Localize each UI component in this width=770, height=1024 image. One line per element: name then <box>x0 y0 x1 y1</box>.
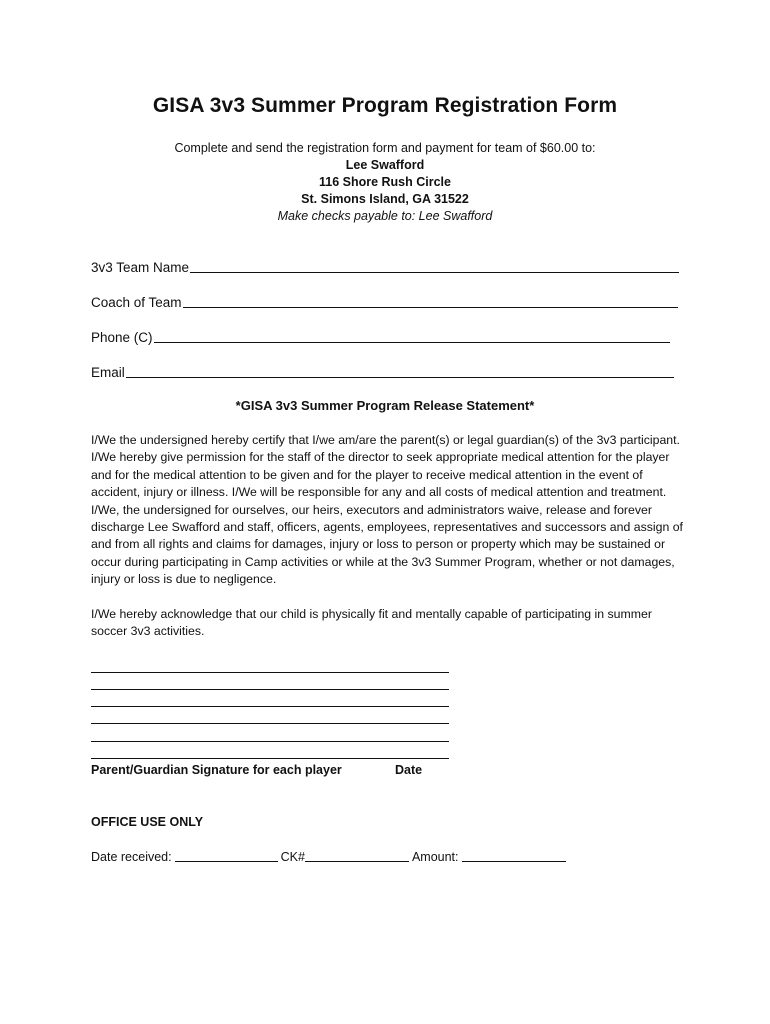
release-paragraph: I/We the undersigned hereby certify that I/we am/are the parent(s) or legal guardian(s) of the 3v3 participant. I/We hereby give permission for the staff of the director to seek appropriate medical attention for the player and for the medical attention to be given and for the player to receive medical attention in the event of accident, injury or illness. I/We will be responsible for any and all costs of medical attention and treatment. I/We, the undersigned for ourselves, our heirs, executors and administrators waive, release and forever discharge Lee Swafford and staff, officers, agents, employees, representatives and successors and assign of and from all rights and claims for damages, injury or loss to person or property which may be sustained or occur during participating in Camp activities or while at the 3v3 Summer Program, whether or not damages, injury or loss is due to negligence. <box>91 433 683 587</box>
check-number-line[interactable] <box>305 849 409 862</box>
email-line[interactable] <box>126 364 674 378</box>
checks-payable-note: Make checks payable to: Lee Swafford <box>277 209 493 223</box>
signature-line[interactable] <box>91 706 449 707</box>
phone-line[interactable] <box>154 329 670 343</box>
signature-line[interactable] <box>91 741 449 742</box>
coach-line[interactable] <box>183 294 678 308</box>
date-received-line[interactable] <box>175 849 278 862</box>
form-title: GISA 3v3 Summer Program Registration Form <box>152 94 618 117</box>
signature-line[interactable] <box>91 672 449 673</box>
amount-line[interactable] <box>462 849 566 862</box>
release-statement-title: *GISA 3v3 Summer Program Release Statement* <box>235 398 535 413</box>
team-name-field[interactable] <box>91 259 679 275</box>
signature-line[interactable] <box>91 758 449 759</box>
address-city: St. Simons Island, GA 31522 <box>301 192 469 206</box>
check-number-label: CK# <box>280 850 305 864</box>
amount-label: Amount: <box>411 850 459 864</box>
team-name-label: 3v3 Team Name <box>91 260 190 275</box>
address-street: 116 Shore Rush Circle <box>318 175 451 189</box>
signature-line[interactable] <box>91 723 449 724</box>
date-received-label: Date received: <box>91 850 172 864</box>
fitness-acknowledgement: I/We hereby acknowledge that our child is physically fit and mentally capable of participating in summer soccer 3v3 activities. <box>91 607 652 639</box>
office-use-row <box>91 849 569 864</box>
email-field[interactable] <box>91 364 674 380</box>
email-label: Email <box>91 365 125 380</box>
office-use-heading: OFFICE USE ONLY <box>91 815 204 829</box>
recipient-name: Lee Swafford <box>345 158 425 172</box>
payment-instructions: Complete and send the registration form and payment for team of $60.00 to: <box>174 141 596 155</box>
coach-field[interactable] <box>91 294 678 310</box>
phone-label: Phone (C) <box>91 330 153 345</box>
date-label: Date <box>395 763 423 777</box>
team-name-line[interactable] <box>190 259 679 273</box>
coach-label: Coach of Team <box>91 295 182 310</box>
phone-field[interactable] <box>91 329 670 345</box>
parent-signature-label: Parent/Guardian Signature for each player <box>91 763 342 777</box>
signature-line[interactable] <box>91 689 449 690</box>
